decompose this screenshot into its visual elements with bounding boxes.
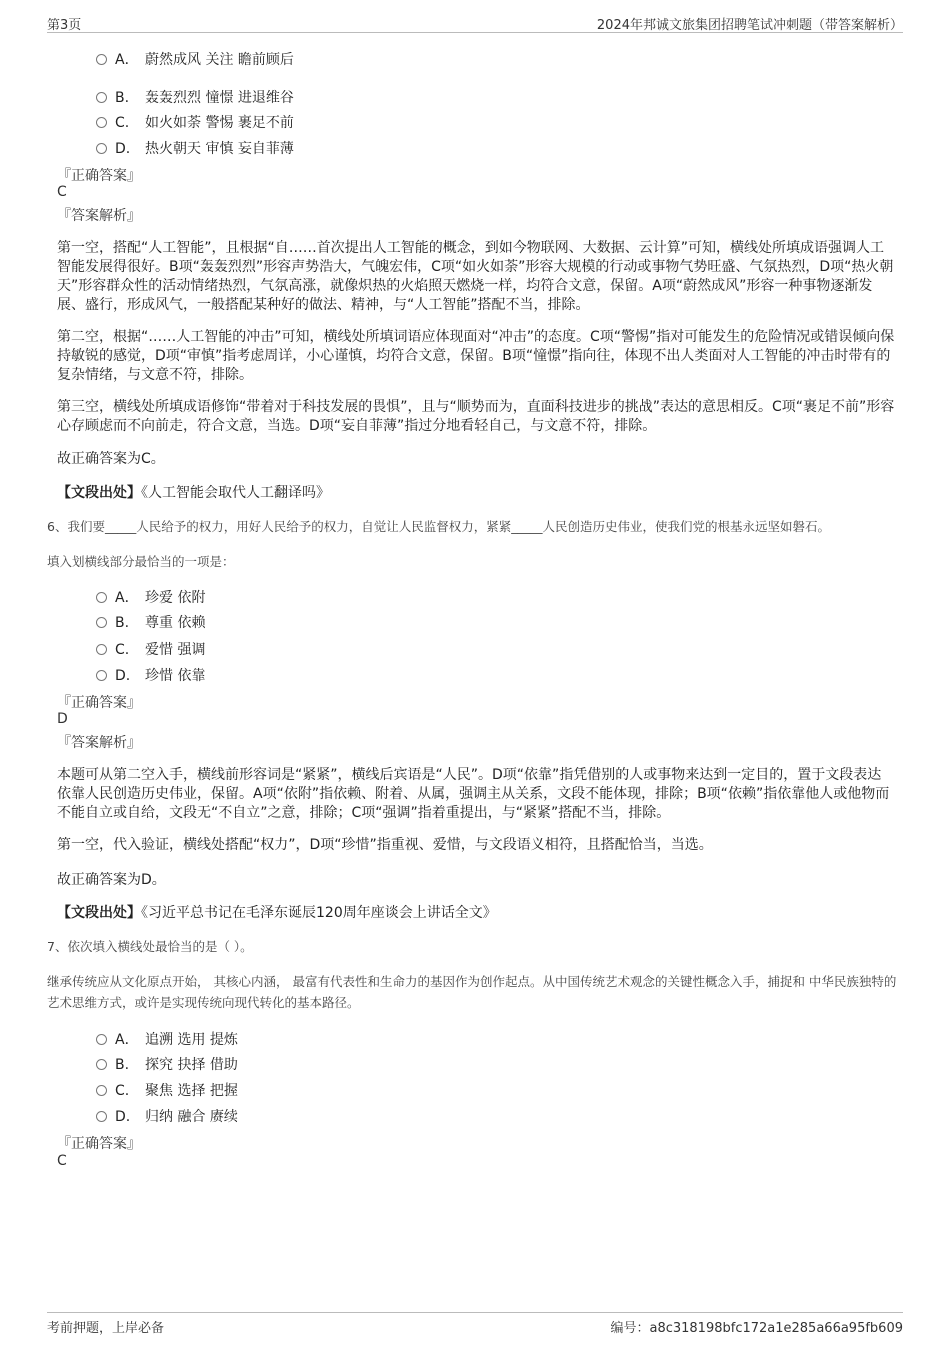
- q7-option-a[interactable]: A． 追溯 选用 提炼: [96, 1029, 238, 1049]
- footer-slogan: 考前押题，上岸必备: [47, 1321, 165, 1336]
- answer-value: C: [57, 184, 67, 200]
- radio-icon[interactable]: [96, 92, 107, 103]
- page-header: [47, 12, 903, 33]
- answer-label: 『正确答案』: [57, 168, 141, 184]
- q7-option-d[interactable]: D. 归纳 融合 赓续: [96, 1106, 238, 1126]
- analysis-label: 『答案解析』: [57, 208, 141, 224]
- radio-icon[interactable]: [96, 617, 107, 628]
- q5-option-d[interactable]: D. 热火朝天 审慎 妄自菲薄: [96, 138, 294, 158]
- analysis-conclusion: 故正确答案为C。: [57, 451, 165, 467]
- q5-option-a[interactable]: A． 蔚然成风 关注 瞻前顾后: [96, 49, 294, 69]
- q5-option-c[interactable]: C. 如火如荼 警惕 裹足不前: [96, 112, 294, 132]
- analysis-conclusion: 故正确答案为D。: [57, 872, 166, 888]
- q7-option-b[interactable]: B. 探究 抉择 借助: [96, 1054, 238, 1074]
- question-passage: 继承传统应从文化原点开始， 其核心内涵， 最富有代表性和生命力的基因作为创作起点。从中国传统艺术观念的关键性概念入手，捕捉和 中华民族独特的艺术思维方式，或许是实现传统向现代转化的基本路径。: [47, 974, 897, 1010]
- q6-option-c[interactable]: C. 爱惜 强调: [96, 639, 205, 659]
- analysis-paragraph: 第三空，横线处所填成语修饰“带着对于科技发展的畏惧”，且与“顺势而为，直面科技进步的挑战”表达的意思相反。C项“裹足不前”形容心存顾虑而不向前走，符合文意，当选。D项“妄自菲薄”指过分地看轻自己，与文意不符，排除。: [57, 399, 895, 434]
- radio-icon[interactable]: [96, 644, 107, 655]
- q5-option-b[interactable]: B. 轰轰烈烈 憧憬 进退维谷: [96, 87, 294, 107]
- radio-icon[interactable]: [96, 54, 107, 65]
- q6-option-a[interactable]: A． 珍爱 依附: [96, 587, 205, 607]
- analysis-paragraph: 第一空，代入验证，横线处搭配“权力”，D项“珍惜”指重视、爱惜，与文段语义相符，且搭配恰当，当选。: [57, 837, 713, 853]
- analysis-paragraph: 第一空，搭配“人工智能”，且根据“自……首次提出人工智能的概念，到如今物联网、大数据、云计算”可知，横线处所填成语强调人工智能发展得很好。B项“轰轰烈烈”形容声势浩大，气魄宏伟，C项“如火如荼”形容大规模的行动或事物气势旺盛、气氛热烈，D项“热火朝天”形容群众性的活动情绪热烈，气氛高涨，就像炽热的火焰照天燃烧一样，均符合文意，保留。A项“蔚然成风”形容一种事物逐渐发展、盛行，形成风气，一般搭配某种好的做法、精神，与“人工智能”搭配不当，排除。: [57, 240, 894, 313]
- radio-icon[interactable]: [96, 117, 107, 128]
- question-prompt: 填入划横线部分最恰当的一项是：: [47, 554, 235, 569]
- answer-value: D: [57, 711, 68, 727]
- answer-label: 『正确答案』: [57, 1136, 141, 1152]
- source-citation: 【文段出处】《人工智能会取代人工翻译吗》: [57, 485, 330, 501]
- answer-value: C: [57, 1153, 67, 1169]
- question-stem: 6、我们要_____人民给予的权力，用好人民给予的权力，自觉让人民监督权力，紧紧_____人民创造历史伟业，使我们党的根基永远坚如磐石。: [47, 519, 830, 534]
- analysis-label: 『答案解析』: [57, 735, 141, 751]
- q6-option-d[interactable]: D. 珍惜 依靠: [96, 665, 205, 685]
- radio-icon[interactable]: [96, 1111, 107, 1122]
- source-citation: 【文段出处】《习近平总书记在毛泽东诞辰120周年座谈会上讲话全文》: [57, 905, 497, 921]
- analysis-paragraph: 第二空，根据“……人工智能的冲击”可知，横线处所填词语应体现面对“冲击”的态度。C项“警惕”指对可能发生的危险情况或错误倾向保持敏锐的感觉，D项“审慎”指考虑周详，小心谨慎，均符合文意，保留。B项“憧憬”指向往，体现不出人类面对人工智能的冲击时带有的复杂情绪，与文意不符，排除。: [57, 329, 895, 383]
- radio-icon[interactable]: [96, 670, 107, 681]
- q7-option-c[interactable]: C. 聚焦 选择 把握: [96, 1080, 238, 1100]
- analysis-paragraph: 本题可从第二空入手，横线前形容词是“紧紧”，横线后宾语是“人民”。D项“依靠”指凭借别的人或事物来达到一定目的，置于文段表达依靠人民创造历史伟业，保留。A项“依附”指依赖、附着、从属，强调主从关系，文段不能体现，排除；B项“依赖”指依靠他人或他物而不能自立或自给，文段无“不自立”之意，排除；C项“强调”指着重提出，与“紧紧”搭配不当，排除。: [57, 767, 890, 821]
- document-id: 编号：a8c318198bfc172a1e285a66a95fb609: [610, 1321, 903, 1336]
- q6-option-b[interactable]: B. 尊重 依赖: [96, 612, 205, 632]
- radio-icon[interactable]: [96, 143, 107, 154]
- question-stem: 7、依次填入横线处最恰当的是（ ）。: [47, 939, 253, 954]
- radio-icon[interactable]: [96, 1034, 107, 1045]
- radio-icon[interactable]: [96, 592, 107, 603]
- answer-label: 『正确答案』: [57, 695, 141, 711]
- radio-icon[interactable]: [96, 1059, 107, 1070]
- page-number: 第3页: [47, 18, 82, 33]
- document-title: 2024年邦诚文旅集团招聘笔试冲刺题（带答案解析）: [596, 18, 903, 33]
- page-footer: [47, 1312, 903, 1337]
- radio-icon[interactable]: [96, 1085, 107, 1096]
